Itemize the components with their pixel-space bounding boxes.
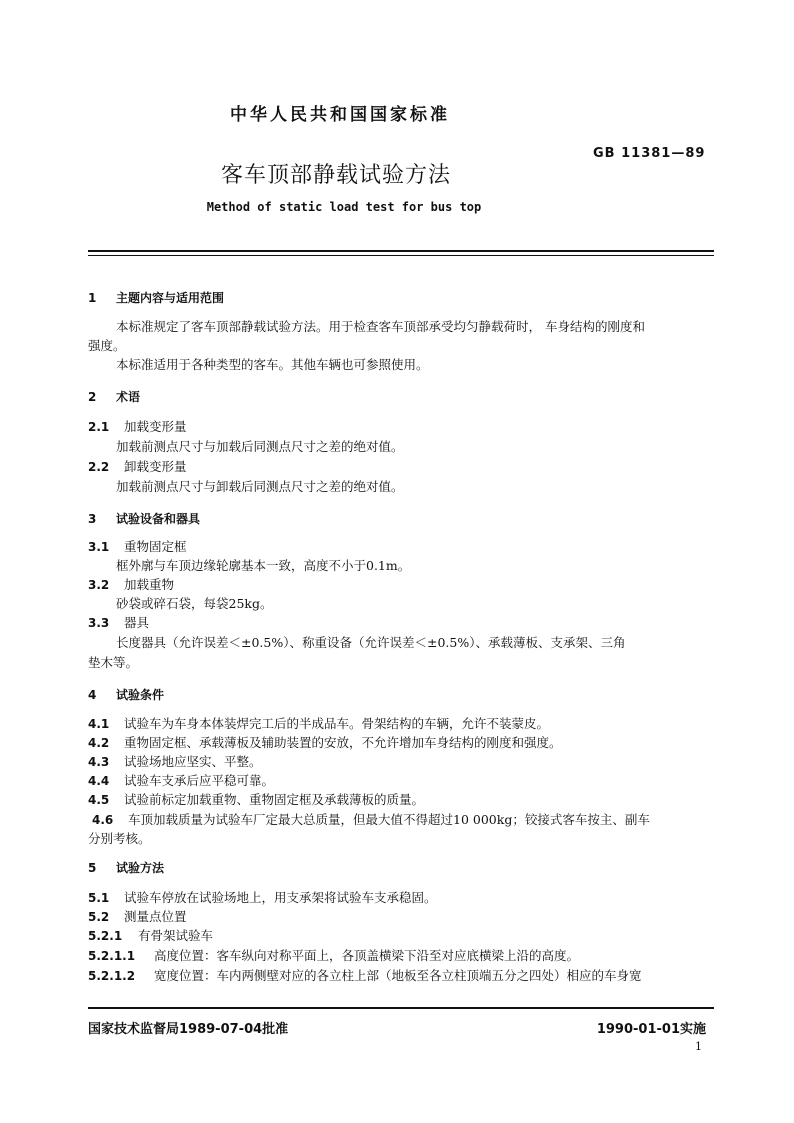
paragraph: 本标准适用于各种类型的客车。其他车辆也可参照使用。 [116, 357, 429, 372]
paragraph: 分别考核。 [88, 831, 151, 846]
document-title-cn: 客车顶部静载试验方法 [220, 163, 451, 188]
section-title: 试验方法 [116, 861, 165, 875]
section-number: 1 [88, 291, 97, 305]
clause-5-2: 5.2 测量点位置 [88, 909, 187, 924]
section-number: 5 [88, 861, 97, 875]
document-title-en: Method of static load test for bus top [206, 200, 482, 214]
clause-5-2-1-1: 5.2.1.1 高度位置：客车纵向对称平面上，各顶盖横梁下沿至对应底横梁上沿的高度。 [88, 948, 580, 963]
section-2-heading [88, 388, 140, 405]
approval-date: 国家技术监督局1989-07-04批准 [88, 1022, 289, 1037]
header-divider-bottom [88, 255, 714, 256]
clause-4-6: 4.6 车顶加载质量为试验车厂定最大总质量，但最大值不得超过10 000kg；铰接式客车按主、副车 [92, 812, 650, 827]
clause-5-2-1-2: 5.2.1.2 宽度位置：车内两侧壁对应的各立柱上部（地板至各立柱顶端五分之四处）相应的车身宽 [88, 968, 642, 983]
section-number: 3 [88, 512, 97, 526]
section-5-heading [88, 859, 164, 876]
clause-3-1: 3.1 重物固定框 [88, 539, 187, 554]
paragraph: 框外廓与车顶边缘轮廓基本一致，高度不小于0.1m。 [116, 558, 411, 573]
paragraph: 垫木等。 [88, 655, 139, 670]
clause-5-2-1: 5.2.1 有骨架试验车 [88, 928, 214, 943]
paragraph: 加载前测点尺寸与加载后同测点尺寸之差的绝对值。 [116, 439, 404, 454]
clause-4-5: 4.5 试验前标定加载重物、重物固定框及承载薄板的质量。 [88, 792, 425, 807]
clause-3-2: 3.2 加载重物 [88, 577, 175, 592]
clause-4-4: 4.4 试验车支承后应平稳可靠。 [88, 773, 275, 788]
clause-5-1: 5.1 试验车停放在试验场地上，用支承架将试验车支承稳固。 [88, 890, 437, 905]
clause-4-3: 4.3 试验场地应坚实、平整。 [88, 754, 262, 769]
paragraph: 加载前测点尺寸与卸载后同测点尺寸之差的绝对值。 [116, 479, 404, 494]
clause-2-2: 2.2 卸载变形量 [88, 459, 187, 474]
section-number: 2 [88, 390, 97, 404]
section-title: 试验条件 [116, 688, 165, 702]
section-3-heading [88, 510, 200, 527]
page-number: 1 [695, 1040, 702, 1053]
paragraph: 砂袋或碎石袋，每袋25kg。 [116, 596, 273, 611]
section-number: 4 [88, 688, 97, 702]
footer-divider [88, 1007, 714, 1009]
effective-date: 1990-01-01实施 [596, 1022, 706, 1037]
section-title: 主题内容与适用范围 [116, 291, 225, 305]
national-standard-heading: 中华人民共和国国家标准 [230, 105, 450, 125]
section-title: 术语 [116, 390, 141, 404]
paragraph: 强度。 [88, 338, 126, 353]
standard-number: GB 11381—89 [593, 146, 706, 161]
section-title: 试验设备和器具 [116, 512, 201, 526]
header-divider-top [88, 250, 714, 252]
clause-2-1: 2.1 加载变形量 [88, 419, 187, 434]
section-4-heading [88, 686, 164, 703]
paragraph: 长度器具（允许误差＜±0.5%）、称重设备（允许误差＜±0.5%）、承载薄板、支承架、三角 [116, 635, 626, 650]
clause-4-2: 4.2 重物固定框、承载薄板及辅助装置的安放，不允许增加车身结构的刚度和强度。 [88, 735, 562, 750]
paragraph: 本标准规定了客车顶部静载试验方法。用于检查客车顶部承受均匀静载荷时， 车身结构的刚度和 [116, 319, 645, 334]
clause-4-1: 4.1 试验车为车身本体装焊完工后的半成品车。骨架结构的车辆，允许不装蒙皮。 [88, 716, 550, 731]
clause-3-3: 3.3 器具 [88, 615, 150, 630]
section-1-heading [88, 289, 224, 306]
